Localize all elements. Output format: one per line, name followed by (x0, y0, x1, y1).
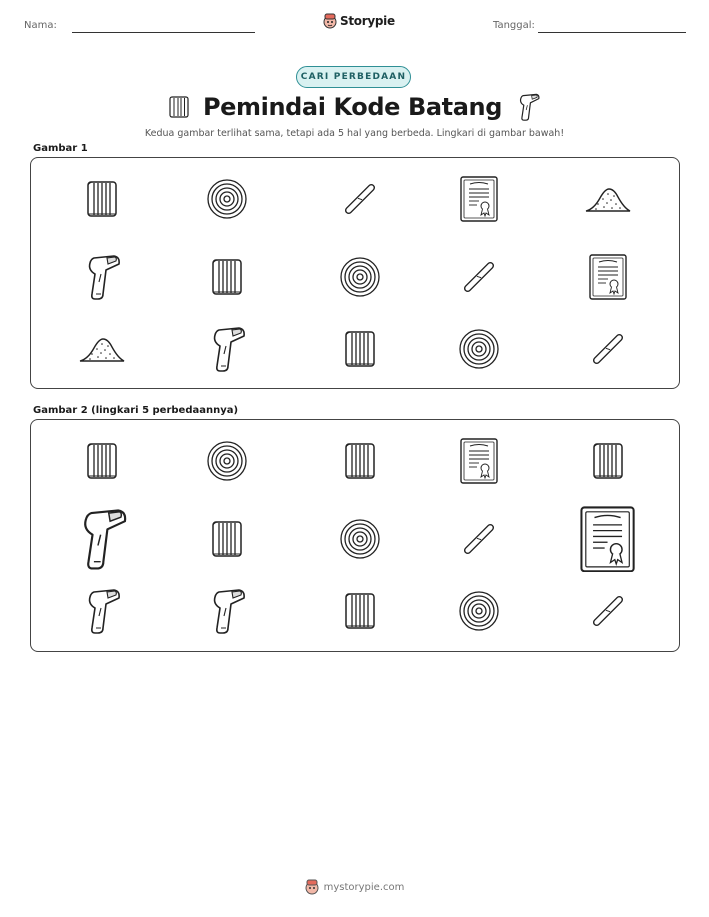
barcode-stack-icon[interactable] (182, 504, 272, 574)
barcode-stack-icon[interactable] (563, 426, 653, 496)
scanner-drawing (82, 252, 122, 302)
stick-icon (563, 314, 653, 384)
scanner-drawing (207, 586, 247, 636)
certificate-drawing (460, 438, 498, 484)
scanner-icon[interactable] (57, 576, 147, 646)
name-label: Nama: (24, 20, 57, 31)
picture-1-panel (30, 157, 680, 389)
scanner-icon (182, 314, 272, 384)
certificate-icon[interactable] (563, 504, 653, 574)
barcode-stack-icon (315, 314, 405, 384)
target-drawing (339, 256, 381, 298)
target-icon (434, 314, 524, 384)
scanner-icon (57, 242, 147, 312)
stick-drawing (587, 328, 629, 370)
target-drawing (458, 328, 500, 370)
picture-2-label: Gambar 2 (lingkari 5 perbedaannya) (33, 405, 239, 416)
barcode-stack-drawing (343, 591, 377, 631)
target-icon[interactable] (315, 504, 405, 574)
scanner-drawing (82, 586, 122, 636)
target-drawing (206, 178, 248, 220)
certificate-large-drawing (580, 506, 635, 573)
activity-badge: CARI PERBEDAAN (296, 66, 411, 88)
scanner-icon[interactable] (182, 576, 272, 646)
name-field[interactable] (72, 32, 255, 33)
target-icon (315, 242, 405, 312)
target-drawing (339, 518, 381, 560)
barcode-stack-icon (182, 242, 272, 312)
barcode-stack-drawing (343, 441, 377, 481)
certificate-drawing (460, 176, 498, 222)
certificate-icon[interactable] (434, 426, 524, 496)
target-icon (182, 164, 272, 234)
stick-icon[interactable] (563, 576, 653, 646)
storypie-mascot-icon (305, 879, 319, 895)
sand-pile-icon (563, 164, 653, 234)
barcode-stack-icon[interactable] (315, 426, 405, 496)
stick-icon[interactable] (434, 504, 524, 574)
picture-1-label: Gambar 1 (33, 143, 88, 154)
scanner-large-drawing (75, 505, 129, 573)
sand-pile-drawing (78, 334, 126, 364)
barcode-stack-drawing (343, 329, 377, 369)
target-icon[interactable] (434, 576, 524, 646)
title-row (0, 92, 709, 122)
instructions: Kedua gambar terlihat sama, tetapi ada 5 hal yang berbeda. Lingkari di gambar bawah! (144, 128, 565, 139)
target-drawing (458, 590, 500, 632)
stick-drawing (458, 256, 500, 298)
date-field[interactable] (538, 32, 686, 33)
stick-drawing (339, 178, 381, 220)
barcode-stack-icon[interactable] (57, 426, 147, 496)
barcode-stack-icon[interactable] (315, 576, 405, 646)
footer (0, 879, 709, 895)
stick-icon (434, 242, 524, 312)
barcode-stack-drawing (591, 441, 625, 481)
stick-icon (315, 164, 405, 234)
barcode-stack-icon (57, 164, 147, 234)
certificate-drawing (589, 254, 627, 300)
scanner-drawing (207, 324, 247, 374)
barcode-stack-drawing (85, 441, 119, 481)
barcode-scanner-icon (516, 92, 540, 122)
picture-2-panel[interactable] (30, 419, 680, 652)
stick-drawing (587, 590, 629, 632)
sand-pile-icon (57, 314, 147, 384)
date-label: Tanggal: (493, 20, 535, 31)
scanner-icon[interactable] (57, 504, 147, 574)
storypie-mascot-icon (323, 13, 337, 29)
target-icon[interactable] (182, 426, 272, 496)
brand-logo (323, 13, 395, 29)
page-title: Pemindai Kode Batang (202, 93, 503, 121)
sand-pile-drawing (584, 184, 632, 214)
brand-name: Storypie (340, 14, 395, 28)
barcode-stack-drawing (85, 179, 119, 219)
certificate-icon (434, 164, 524, 234)
stick-drawing (458, 518, 500, 560)
footer-site: mystorypie.com (323, 881, 405, 893)
certificate-icon (563, 242, 653, 312)
target-drawing (206, 440, 248, 482)
barcode-stack-drawing (210, 257, 244, 297)
barcode-stack-drawing (210, 519, 244, 559)
barcode-stack-icon (169, 95, 189, 119)
